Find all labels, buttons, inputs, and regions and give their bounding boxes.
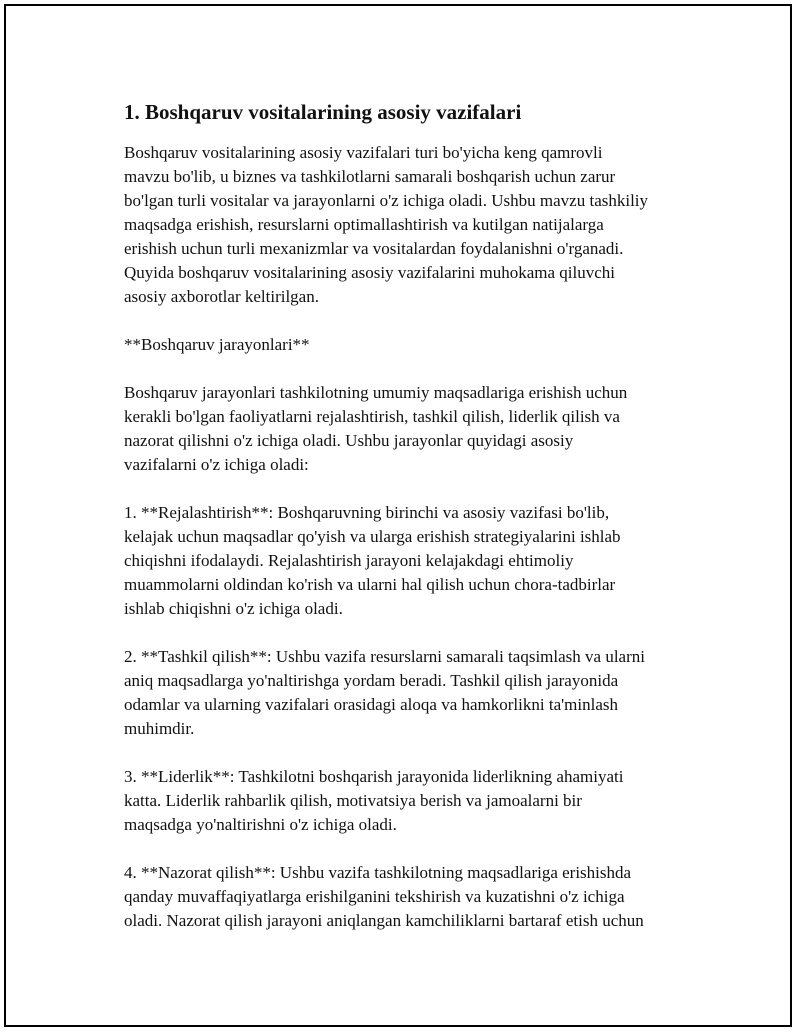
document-title: 1. Boshqaruv vositalarining asosiy vazifalari bbox=[124, 100, 522, 124]
list-item-nazorat-qilish: 4. **Nazorat qilish**: Ushbu vazifa tashkilotning maqsadlariga erishishda qanday muvaffaqiyatlarga erishilganini tekshirish va kuzatishni o'z ichiga oladi. Nazorat qilish jarayoni aniqlangan kamchiliklarni bartaraf etish uchun bbox=[124, 863, 644, 930]
intro-paragraph: Boshqaruv vositalarining asosiy vazifalari turi bo'yicha keng qamrovli mavzu bo'lib, u biznes va tashkilotlarni samarali boshqarish uchun zarur bo'lgan turli vositalar va jarayonlarni o'z ichiga oladi. Ushbu mavzu tashkiliy maqsadga erishish, resurslarni optimallashtirish va kutilgan natijalarga erishish uchun turli mexanizmlar va vositalardan foydalanishni o'rganadi. Quyida boshqaruv vositalarining asosiy vazifalarini muhokama qiluvchi asosiy axborotlar keltirilgan. bbox=[124, 143, 649, 306]
page-frame bbox=[4, 4, 792, 1027]
document-body bbox=[124, 99, 696, 957]
list-item-tashkil-qilish: 2. **Tashkil qilish**: Ushbu vazifa resurslarni samarali taqsimlash va ularni aniq maqsadlarga yo'naltirishga yordam beradi. Tashkil qilish jarayonida odamlar va ularning vazifalari orasidagi aloqa va hamkorlikni ta'minlash muhimdir. bbox=[124, 647, 645, 738]
list-item-liderlik: 3. **Liderlik**: Tashkilotni boshqarish jarayonida liderlikning ahamiyati katta. Liderlik rahbarlik qilish, motivatsiya berish va jamoalarni bir maqsadga yo'naltirishni o'z ichiga oladi. bbox=[124, 767, 624, 834]
list-item-rejalashtirish: 1. **Rejalashtirish**: Boshqaruvning birinchi va asosiy vazifasi bo'lib, kelajak uchun maqsadlar qo'yish va ularga erishish strategiyalarini ishlab chiqishni ifodalaydi. Rejalashtirish jarayoni kelajakdagi ehtimoliy muammolarni oldindan ko'rish va ularni hal qilish uchun chora-tadbirlar ishlab chiqishni o'z ichiga oladi. bbox=[124, 503, 621, 618]
section-heading-boshqaruv-jarayonlari: **Boshqaruv jarayonlari** bbox=[124, 335, 310, 354]
processes-paragraph: Boshqaruv jarayonlari tashkilotning umumiy maqsadlariga erishish uchun kerakli bo'lgan faoliyatlarni rejalashtirish, tashkil qilish, liderlik qilish va nazorat qilishni o'z ichiga oladi. Ushbu jarayonlar quyidagi asosiy vazifalarni o'z ichiga oladi: bbox=[124, 383, 628, 474]
